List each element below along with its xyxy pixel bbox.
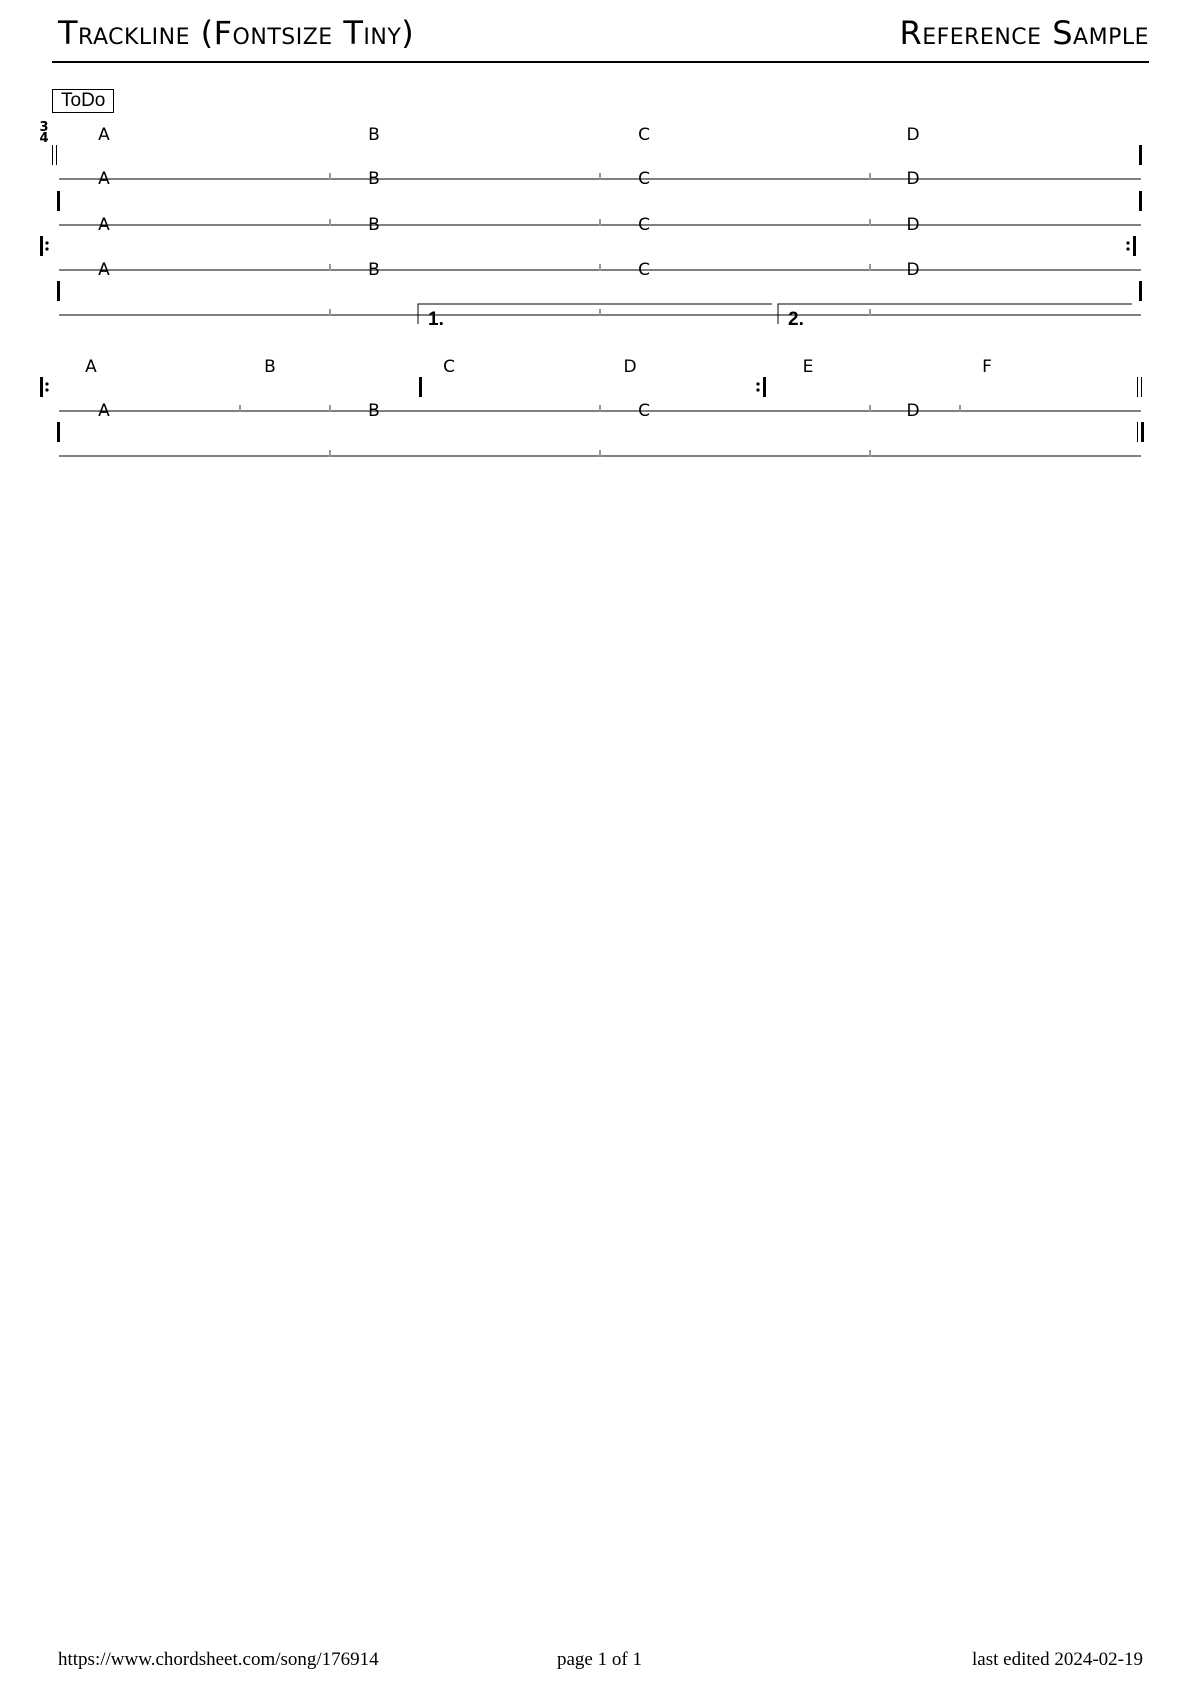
bar-start — [57, 422, 60, 442]
time-signature-denominator: 4 — [39, 131, 49, 146]
bar-start — [57, 191, 60, 211]
chord-label: F — [982, 357, 992, 377]
time-signature-numerator: 3 — [39, 120, 49, 135]
track-chord-label: A — [98, 401, 110, 421]
bar-start — [52, 145, 53, 165]
bar-start-second-line — [56, 145, 57, 165]
time-signature — [39, 120, 48, 146]
bar-start-dot-upper — [45, 241, 48, 244]
bar-middle — [419, 377, 422, 397]
bar-end-dot-lower — [1126, 247, 1129, 250]
track-chord-label: B — [368, 401, 380, 421]
bar-end — [1137, 377, 1138, 397]
track-chord-label: D — [906, 169, 920, 189]
chord-label: D — [906, 125, 920, 145]
volta-label: 2. — [788, 309, 804, 330]
footer-url[interactable]: https://www.chordsheet.com/song/176914 — [58, 1649, 379, 1670]
footer-last-edited: last edited 2024-02-19 — [972, 1649, 1143, 1670]
track-chord-label: A — [98, 215, 110, 235]
bar-start-dot-lower — [45, 247, 48, 250]
chord-label: A — [85, 357, 97, 377]
chord-label: B — [368, 125, 380, 145]
bar-start — [40, 377, 43, 397]
chord-label: A — [98, 125, 110, 145]
song-title: Trackline (Fontsize Tiny) — [58, 14, 415, 52]
track-chord-label: B — [368, 215, 380, 235]
song-subtitle: Reference Sample — [899, 14, 1149, 52]
track-chord-label: C — [638, 401, 650, 421]
chord-label: B — [264, 357, 276, 377]
volta-bracket — [418, 304, 772, 324]
section-label: ToDo — [52, 89, 114, 113]
track-chord-label: B — [368, 260, 380, 280]
bar-end — [1139, 281, 1142, 301]
bar-end-second-line — [1141, 377, 1142, 397]
footer-page-number: page 1 of 1 — [557, 1649, 642, 1670]
chord-label: E — [802, 357, 814, 377]
track-chord-label: D — [906, 401, 920, 421]
volta-bracket — [778, 304, 1132, 324]
bar-start-dot-lower — [45, 388, 48, 391]
track-chord-label: C — [638, 169, 650, 189]
track-chord-label: A — [98, 260, 110, 280]
chord-label: C — [443, 357, 455, 377]
bar-end — [1139, 191, 1142, 211]
track-chord-label: D — [906, 215, 920, 235]
bar-end — [1137, 422, 1138, 442]
track-chord-label: A — [98, 169, 110, 189]
bar-end — [1139, 145, 1142, 165]
bar-start-dot-upper — [45, 382, 48, 385]
bar-end-thick-line — [1141, 422, 1144, 442]
bar-repeat-end-dot-upper — [756, 382, 759, 385]
track-chord-label: B — [368, 169, 380, 189]
track-chord-label: C — [638, 260, 650, 280]
bar-repeat-end-dot-lower — [756, 388, 759, 391]
bar-start — [40, 236, 43, 256]
track-chord-label: C — [638, 215, 650, 235]
bar-end — [1133, 236, 1136, 256]
volta-label: 1. — [428, 309, 444, 330]
bar-end-dot-upper — [1126, 241, 1129, 244]
chord-label: D — [623, 357, 637, 377]
chord-label: C — [638, 125, 650, 145]
bar-start — [57, 281, 60, 301]
track-chord-label: D — [906, 260, 920, 280]
bar-repeat-end — [763, 377, 766, 397]
